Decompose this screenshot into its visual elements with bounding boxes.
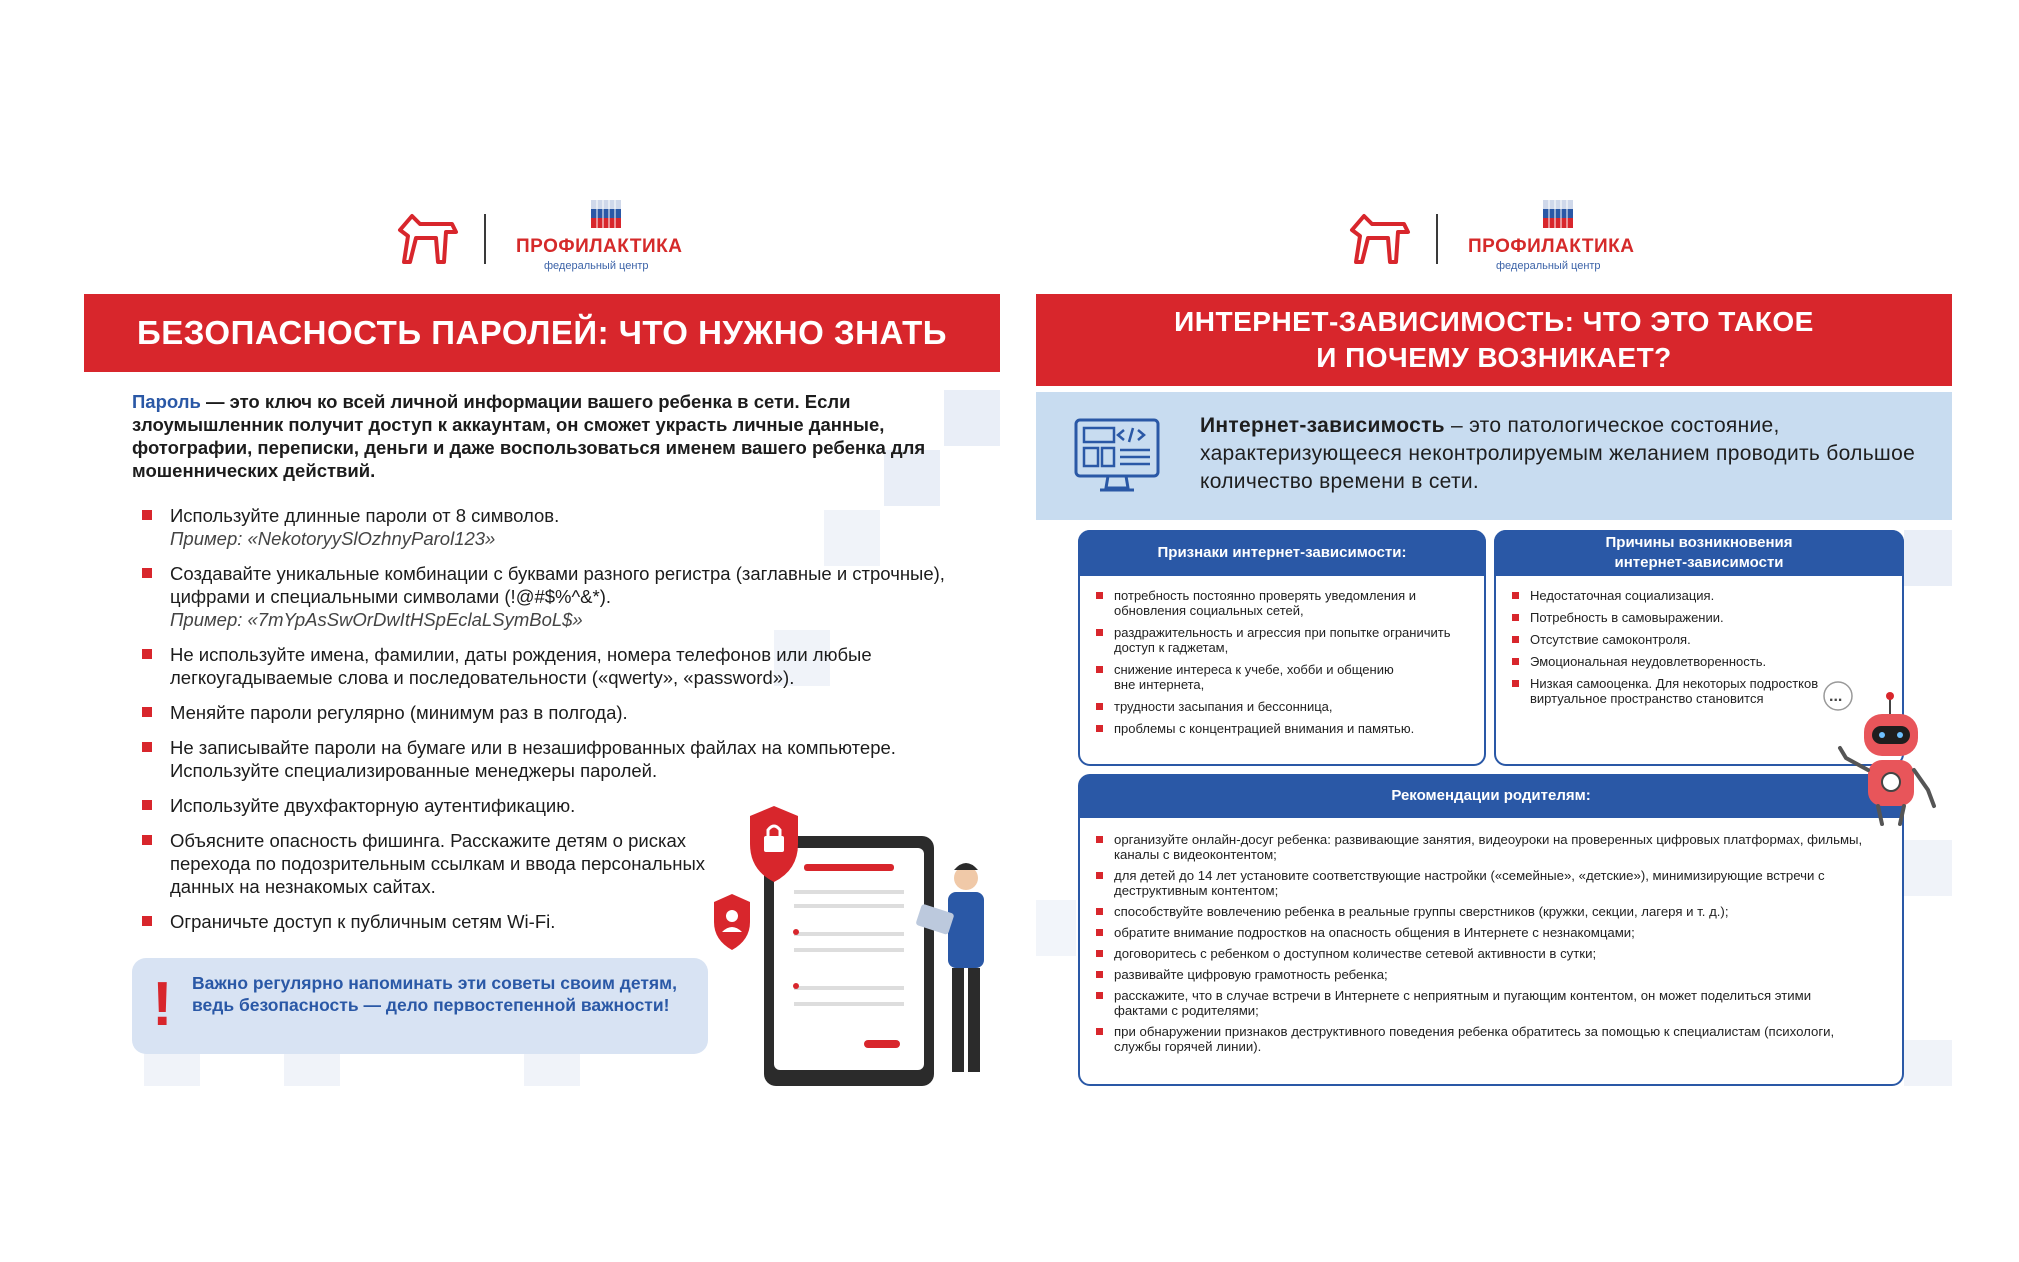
list-item	[1510, 588, 1892, 603]
intro-keyword: Пароль	[132, 391, 201, 412]
bullet-square	[142, 707, 152, 717]
rule-text: Используйте двухфакторную аутентификацию.	[170, 795, 576, 816]
list-item	[138, 504, 958, 550]
sign-text: потребность постоянно проверять уведомления и обновления социальных сетей,	[1114, 588, 1417, 618]
header-logos	[84, 200, 1000, 280]
list-item	[1094, 967, 1892, 982]
definition-box	[1036, 392, 1952, 520]
intro-paragraph	[132, 390, 942, 482]
brand-name: ПРОФИЛАКТИКА	[1468, 236, 1635, 257]
signs-list	[1094, 588, 1474, 743]
poster-title: БЕЗОПАСНОСТЬ ПАРОЛЕЙ: ЧТО НУЖНО ЗНАТЬ	[84, 294, 1000, 372]
reco-text: расскажите, что в случае встречи в Интернете с неприятным и пугающим контентом, он может поделиться этими фактами с родителями;	[1114, 988, 1812, 1018]
rule-text: Создавайте уникальные комбинации с буквами разного регистра (заглавные и строчные), цифрами и специальными символами (!@#$%^&*).	[170, 563, 945, 607]
list-item	[138, 643, 958, 689]
list-item	[1094, 699, 1474, 714]
bullet-square	[142, 800, 152, 810]
signs-card-title: Признаки интернет-зависимости:	[1078, 530, 1486, 576]
internet-addiction-poster	[1036, 200, 1952, 1090]
sign-text: снижение интереса к учебе, хобби и общению вне интернета,	[1114, 662, 1394, 692]
cause-text: Эмоциональная неудовлетворенность.	[1530, 654, 1767, 669]
flag-grid-icon	[591, 200, 621, 228]
list-item	[138, 736, 958, 782]
bullet-square	[142, 835, 152, 845]
reco-text: для детей до 14 лет установите соответствующие настройки («семейные», «детские»), минимизирующие встречи с деструктивным контентом;	[1114, 868, 1825, 898]
list-item	[138, 701, 958, 724]
sign-text: проблемы с концентрацией внимания и памятью.	[1114, 721, 1415, 736]
rule-text: Объясните опасность фишинга. Расскажите детям о рисках перехода по подозрительным ссылкам и ввода персональных данных на незнакомых сайтах.	[170, 830, 706, 897]
bullet-square	[1096, 950, 1103, 957]
bullet-square	[142, 649, 152, 659]
list-item	[1094, 721, 1434, 736]
password-safety-poster	[84, 200, 1000, 1090]
flag-grid-icon	[1543, 200, 1573, 228]
bullet-square	[1096, 1028, 1103, 1035]
definition-keyword: Интернет-зависимость	[1200, 414, 1445, 437]
bullet-square	[1096, 592, 1103, 599]
note-text: Важно регулярно напоминать эти советы своим детям, ведь безопасность — дело первостепенной важности!	[192, 973, 677, 1015]
causes-title-line-2: интернет-зависимости	[1614, 554, 1784, 571]
computer-code-icon	[1072, 416, 1162, 496]
logo-separator	[1436, 214, 1438, 264]
important-note	[132, 958, 708, 1054]
reco-text: обратите внимание подростков на опасность общения в Интернете с незнакомцами;	[1114, 925, 1635, 940]
recommendations-card	[1078, 774, 1904, 1086]
bg-tile	[944, 390, 1000, 446]
list-item	[1094, 1024, 1854, 1054]
logo-separator	[484, 214, 486, 264]
list-item	[1094, 588, 1474, 618]
bullet-square	[142, 568, 152, 578]
cause-text: Отсутствие самоконтроля.	[1530, 632, 1691, 647]
list-item	[1510, 632, 1892, 647]
list-item	[1094, 925, 1892, 940]
brand-subtitle: федеральный центр	[1496, 260, 1601, 272]
reco-text: организуйте онлайн-досуг ребенка: развивающие занятия, видеоуроки на проверенных цифровых платформах, фильмы, каналы с видеоконтентом;	[1114, 832, 1863, 862]
list-item	[1094, 868, 1892, 898]
reco-text: договоритесь с ребенком о доступном количестве сетевой активности в сутки;	[1114, 946, 1597, 961]
cause-text: Низкая самооценка. Для некоторых подростков виртуальное пространство становится	[1530, 676, 1819, 706]
bullet-square	[1512, 614, 1519, 621]
brand-subtitle: федеральный центр	[544, 260, 649, 272]
bullet-square	[1096, 872, 1103, 879]
recommendations-card-title: Рекомендации родителям:	[1078, 774, 1904, 818]
rule-text: Используйте длинные пароли от 8 символов.	[170, 505, 560, 526]
tablet-security-illustration	[704, 804, 1004, 1094]
bullet-square	[1512, 680, 1519, 687]
bullet-square	[1096, 971, 1103, 978]
rule-text: Не используйте имена, фамилии, даты рождения, номера телефонов или любые легкоугадываемые слова и последовательности («qwerty», «password»).	[170, 644, 872, 688]
bullet-square	[1096, 992, 1103, 999]
rule-example: Пример: «7mYpAsSwOrDwItHSpEclaLSymBoL$»	[170, 609, 583, 630]
sign-text: трудности засыпания и бессонница,	[1114, 699, 1333, 714]
title-line-2: И ПОЧЕМУ ВОЗНИКАЕТ?	[1316, 342, 1672, 373]
rule-text: Не записывайте пароли на бумаге или в незашифрованных файлах на компьютере. Используйте специализированные менеджеры паролей.	[170, 737, 896, 781]
bullet-square	[142, 742, 152, 752]
list-item	[138, 562, 958, 631]
list-item	[1094, 662, 1414, 692]
horse-logo-icon	[390, 210, 460, 268]
rule-text: Меняйте пароли регулярно (минимум раз в полгода).	[170, 702, 628, 723]
poster-title	[1036, 294, 1952, 386]
reco-text: способствуйте вовлечению ребенка в реальные группы сверстников (кружки, секции, лагеря и т. д.);	[1114, 904, 1729, 919]
intro-text: — это ключ ко всей личной информации вашего ребенка в сети. Если злоумышленник получит доступ к аккаунтам, он сможет украсть личные данные, фотографии, переписки, деньги и даже воспользоваться именем вашего ребенка для мошеннических действий.	[132, 391, 926, 481]
rule-example: Пример: «NekotoryySlOzhnyParol123»	[170, 528, 496, 549]
reco-text: развивайте цифровую грамотность ребенка;	[1114, 967, 1388, 982]
bullet-square	[1096, 666, 1103, 673]
robot-illustration	[1814, 678, 1944, 838]
header-logos	[1036, 200, 1952, 280]
list-item	[1510, 654, 1892, 669]
list-item	[1094, 988, 1854, 1018]
robot-bubble-text: ...	[1829, 688, 1843, 705]
causes-card-title	[1494, 530, 1904, 576]
bullet-square	[142, 510, 152, 520]
bullet-square	[1512, 658, 1519, 665]
bullet-square	[1512, 592, 1519, 599]
bullet-square	[1096, 725, 1103, 732]
brand-name: ПРОФИЛАКТИКА	[516, 236, 683, 257]
definition-text	[1200, 412, 1930, 496]
list-item	[138, 829, 730, 898]
bg-tile	[1904, 840, 1952, 896]
bullet-square	[1512, 636, 1519, 643]
definition-body: – это патологическое состояние, характеризующееся неконтролируемым желанием проводить большое количество времени в сети.	[1200, 414, 1916, 493]
reco-text: при обнаружении признаков деструктивного поведения ребенка обратитесь за помощью к специалистам (психологи, службы горячей линии).	[1114, 1024, 1835, 1054]
bullet-square	[1096, 929, 1103, 936]
bullet-square	[1096, 836, 1103, 843]
horse-logo-icon	[1342, 210, 1412, 268]
bullet-square	[142, 916, 152, 926]
rule-text: Ограничьте доступ к публичным сетям Wi-Fi.	[170, 911, 556, 932]
bg-tile	[1036, 900, 1076, 956]
bg-tile	[1904, 530, 1952, 586]
list-item	[1094, 904, 1892, 919]
signs-card	[1078, 530, 1486, 766]
sign-text: раздражительность и агрессия при попытке ограничить доступ к гаджетам,	[1114, 625, 1451, 655]
causes-title-line-1: Причины возникновения	[1605, 534, 1793, 551]
cause-text: Недостаточная социализация.	[1530, 588, 1715, 603]
list-item	[1510, 610, 1892, 625]
exclamation-icon: !	[152, 970, 173, 1039]
list-item	[1094, 832, 1892, 862]
list-item	[1094, 625, 1474, 655]
recommendations-list	[1094, 832, 1892, 1060]
cause-text: Потребность в самовыражении.	[1530, 610, 1724, 625]
bullet-square	[1096, 908, 1103, 915]
title-line-1: ИНТЕРНЕТ-ЗАВИСИМОСТЬ: ЧТО ЭТО ТАКОЕ	[1174, 306, 1814, 337]
bullet-square	[1096, 703, 1103, 710]
list-item	[1094, 946, 1892, 961]
bg-tile	[1904, 1040, 1952, 1086]
bullet-square	[1096, 629, 1103, 636]
